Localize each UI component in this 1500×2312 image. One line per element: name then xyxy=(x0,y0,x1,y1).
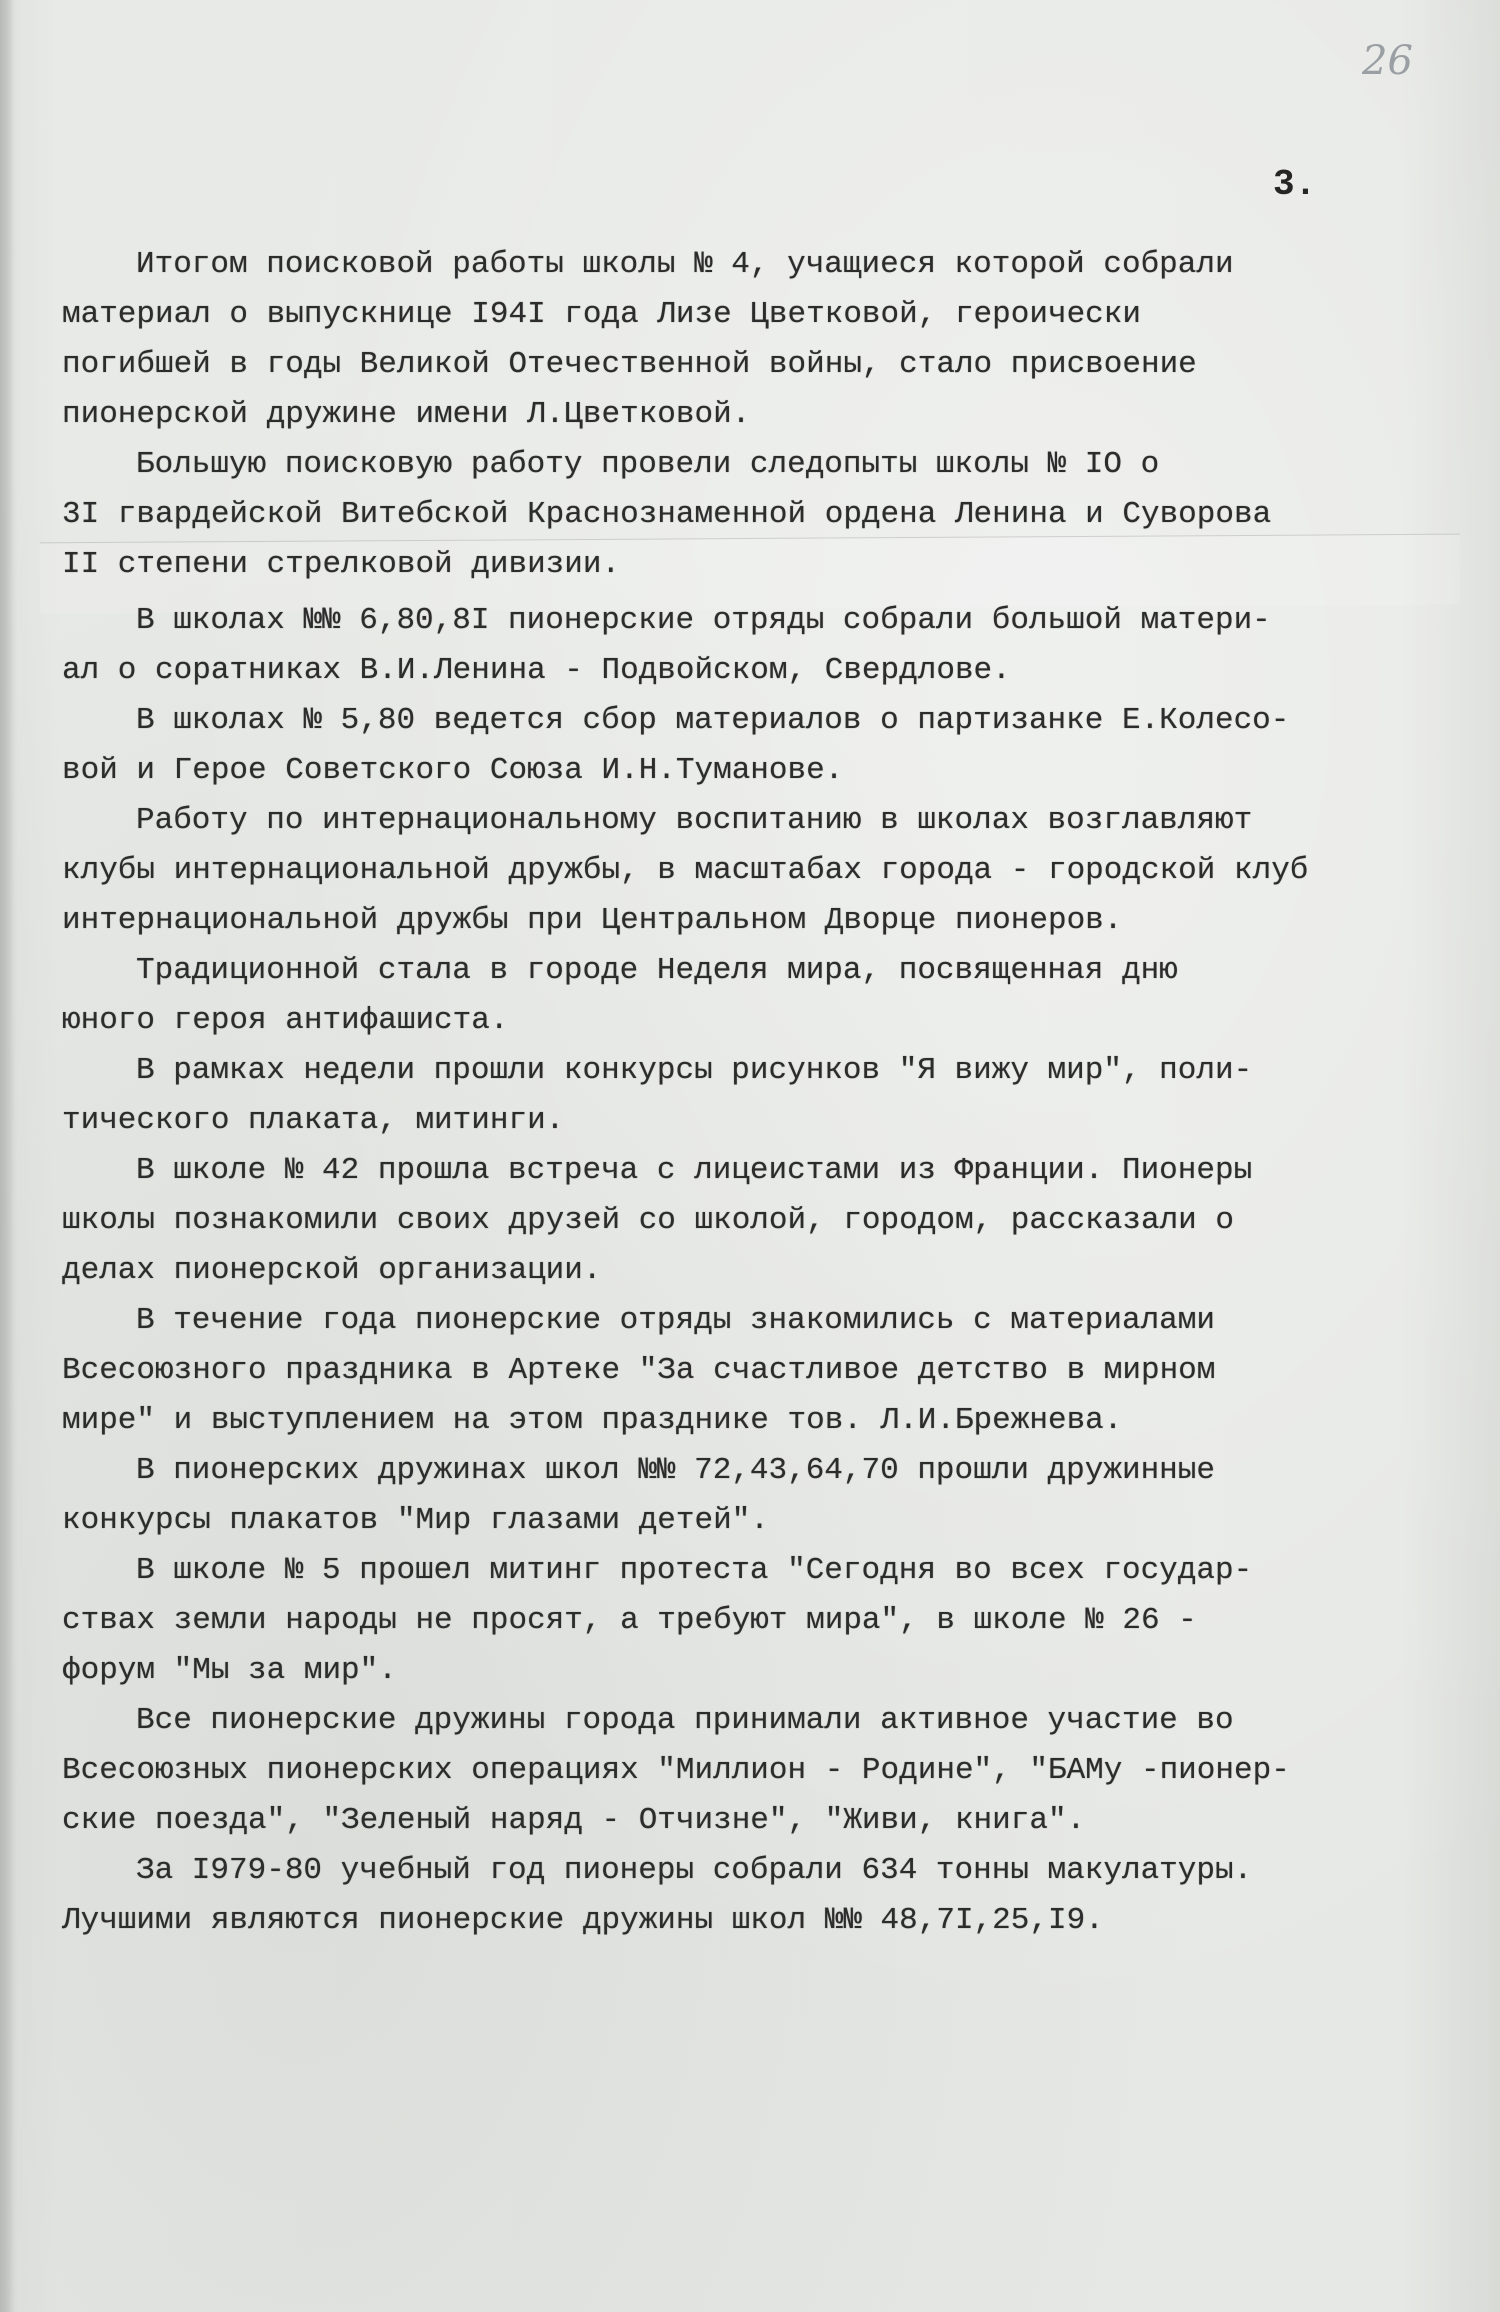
text-line: интернациональной дружбы при Центральном Дворце пионеров. xyxy=(62,903,1123,938)
page-number: 3. xyxy=(1273,164,1317,205)
text-line: В школах № 5,80 ведется сбор материалов о партизанке Е.Колесо- xyxy=(136,703,1290,738)
text-line: В школе № 5 прошел митинг протеста "Сегодня во всех государ- xyxy=(136,1553,1253,1588)
text-line: тического плаката, митинги. xyxy=(62,1103,565,1138)
text-line: материал о выпускнице I94I года Лизе Цветковой, героически xyxy=(62,297,1141,332)
text-line: вой и Герое Советского Союза И.Н.Туманове. xyxy=(62,753,844,788)
text-line: мире" и выступлением на этом празднике тов. Л.И.Брежнева. xyxy=(62,1403,1123,1438)
text-line: ские поезда", "Зеленый наряд - Отчизне", "Живи, книга". xyxy=(62,1803,1086,1838)
text-line: В школе № 42 прошла встреча с лицеистами из Франции. Пионеры xyxy=(136,1153,1253,1188)
text-line: Традиционной стала в городе Неделя мира, посвященная дню xyxy=(136,953,1178,988)
text-line: Работу по интернациональному воспитанию в школах возглавляют xyxy=(136,803,1253,838)
archive-page-number: 26 xyxy=(1362,38,1413,84)
page-edge-shadow xyxy=(0,0,14,2312)
text-line: Лучшими являются пионерские дружины школ №№ 48,7I,25,I9. xyxy=(62,1903,1104,1938)
text-line: Итогом поисковой работы школы № 4, учащиеся которой собрали xyxy=(136,247,1234,282)
text-line: пионерской дружине имени Л.Цветковой. xyxy=(62,397,751,432)
text-line: форум "Мы за мир". xyxy=(62,1653,397,1688)
text-line: 3I гвардейской Витебской Краснознаменной ордена Ленина и Суворова xyxy=(62,497,1272,532)
text-line: В пионерских дружинах школ №№ 72,43,64,70 прошли дружинные xyxy=(136,1453,1215,1488)
text-line: клубы интернациональной дружбы, в масштабах города - городской клуб xyxy=(62,853,1309,888)
text-line: II степени стрелковой дивизии. xyxy=(62,547,621,582)
text-line: Всесоюзных пионерских операциях "Миллион - Родине", "БАМу -пионер- xyxy=(62,1753,1290,1788)
text-line: ствах земли народы не просят, а требуют мира", в школе № 26 - xyxy=(62,1603,1197,1638)
text-line: юного героя антифашиста. xyxy=(62,1003,509,1038)
text-line: погибшей в годы Великой Отечественной войны, стало присвоение xyxy=(62,347,1197,382)
text-line: Все пионерские дружины города принимали активное участие во xyxy=(136,1703,1234,1738)
text-line: В рамках недели прошли конкурсы рисунков "Я вижу мир", поли- xyxy=(136,1053,1253,1088)
text-line: делах пионерской организации. xyxy=(62,1253,602,1288)
text-line: В школах №№ 6,80,8I пионерские отряды собрали большой матери- xyxy=(136,603,1271,638)
text-line: За I979-80 учебный год пионеры собрали 634 тонны макулатуры. xyxy=(136,1853,1253,1888)
text-line: ал о соратниках В.И.Ленина - Подвойском, Свердлове. xyxy=(62,653,1011,688)
text-line: В течение года пионерские отряды знакомились с материалами xyxy=(136,1303,1215,1338)
typed-text-body xyxy=(62,240,1462,1946)
text-line: школы познакомили своих друзей со школой, городом, рассказали о xyxy=(62,1203,1234,1238)
text-line: Всесоюзного праздника в Артеке "За счастливое детство в мирном xyxy=(62,1353,1216,1388)
text-line: конкурсы плакатов "Мир глазами детей". xyxy=(62,1503,769,1538)
text-line: Большую поисковую работу провели следопыты школы № IO о xyxy=(136,447,1160,482)
